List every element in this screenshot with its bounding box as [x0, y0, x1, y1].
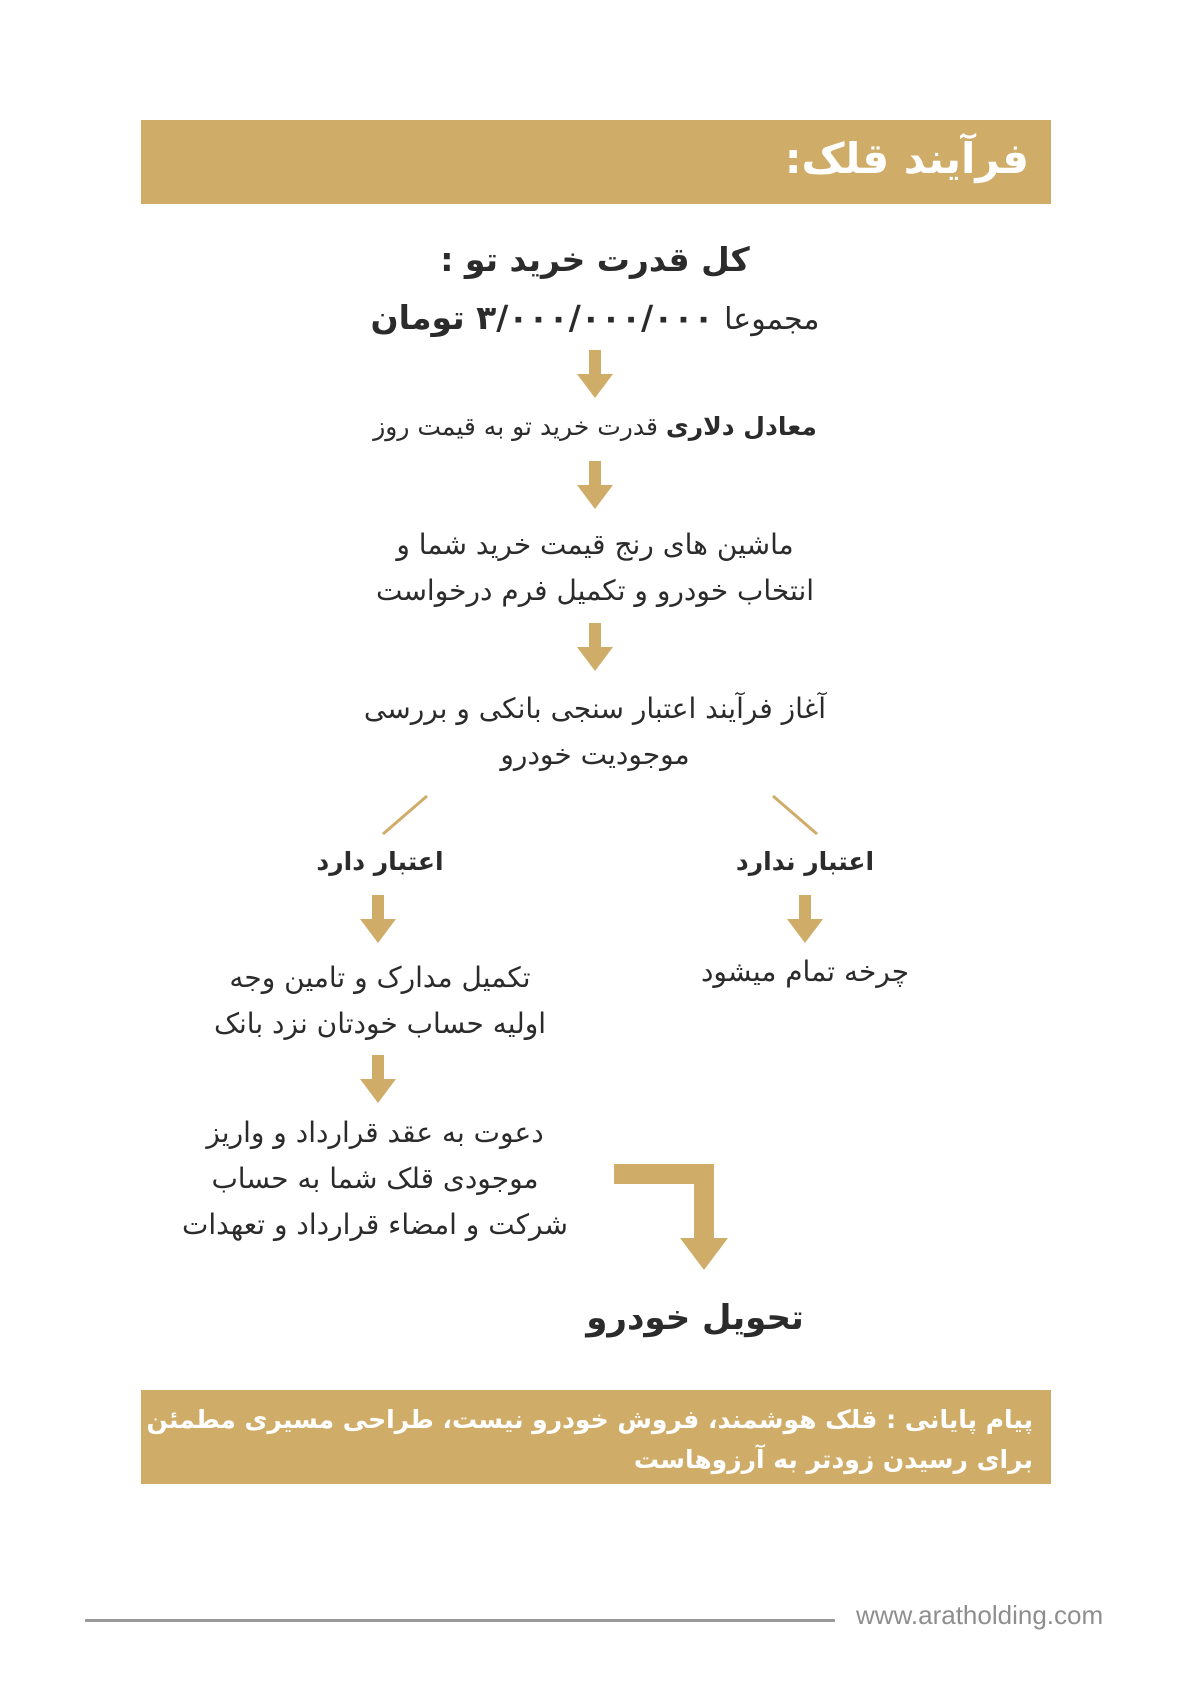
footer-divider: [85, 1619, 835, 1622]
total-amount: ۳/۰۰۰/۰۰۰/۰۰۰ تومان: [370, 298, 714, 337]
closing-message-line2: برای رسیدن زودتر به آرزوهاست: [633, 1445, 1033, 1474]
down-arrow-icon: [575, 350, 615, 400]
closing-message-band: [141, 1390, 1051, 1484]
elbow-arrow-icon: [610, 1160, 740, 1280]
credit-check-step: [320, 686, 870, 778]
car-selection-step: [320, 522, 870, 614]
header-band: [141, 120, 1051, 204]
contract-line3: شرکت و امضاء قرارداد و تعهدات: [182, 1208, 568, 1241]
dollar-equivalent-step: [320, 412, 870, 441]
no-credit-label: اعتبار ندارد: [735, 847, 875, 876]
website-link[interactable]: www.aratholding.com: [856, 1600, 1104, 1630]
car-selection-line2: انتخاب خودرو و تکمیل فرم درخواست: [375, 574, 815, 607]
car-delivery: تحویل خودرو: [586, 1298, 804, 1338]
documents-step: [170, 955, 590, 1047]
contract-step: [150, 1110, 600, 1248]
contract-line2: موجودی قلک شما به حساب: [211, 1162, 539, 1195]
credit-check-line2: موجودیت خودرو: [500, 738, 690, 771]
total-prefix: مجموعا: [724, 302, 820, 337]
branch-line-left: [375, 792, 435, 838]
down-arrow-icon: [358, 1055, 398, 1105]
closing-message: [145, 1400, 1033, 1480]
closing-message-line1: پیام پایانی : قلک هوشمند، فروش خودرو نیست، طراحی مسیری مطمئن: [146, 1405, 1033, 1434]
down-arrow-icon: [785, 895, 825, 945]
down-arrow-icon: [575, 461, 615, 511]
purchase-power-title: کل قدرت خرید تو :: [440, 240, 750, 279]
down-arrow-icon: [575, 623, 615, 673]
page-title: فرآیند قلک:: [784, 134, 1029, 183]
branch-line-right: [765, 792, 825, 838]
credit-check-line1: آغاز فرآیند اعتبار سنجی بانکی و بررسی: [363, 692, 827, 725]
has-credit-label: اعتبار دارد: [316, 847, 444, 876]
dollar-equivalent-bold: معادل دلاری: [665, 412, 817, 441]
car-selection-line1: ماشین های رنج قیمت خرید شما و: [396, 528, 794, 561]
down-arrow-icon: [358, 895, 398, 945]
contract-line1: دعوت به عقد قرارداد و واریز: [206, 1116, 544, 1149]
purchase-power-total: [345, 298, 845, 337]
documents-line1: تکمیل مدارک و تامین وجه: [229, 961, 531, 994]
documents-line2: اولیه حساب خودتان نزد بانک: [213, 1007, 547, 1040]
no-credit-result: چرخه تمام میشود: [700, 955, 910, 988]
dollar-equivalent-rest: قدرت خرید تو به قیمت روز: [373, 412, 666, 441]
